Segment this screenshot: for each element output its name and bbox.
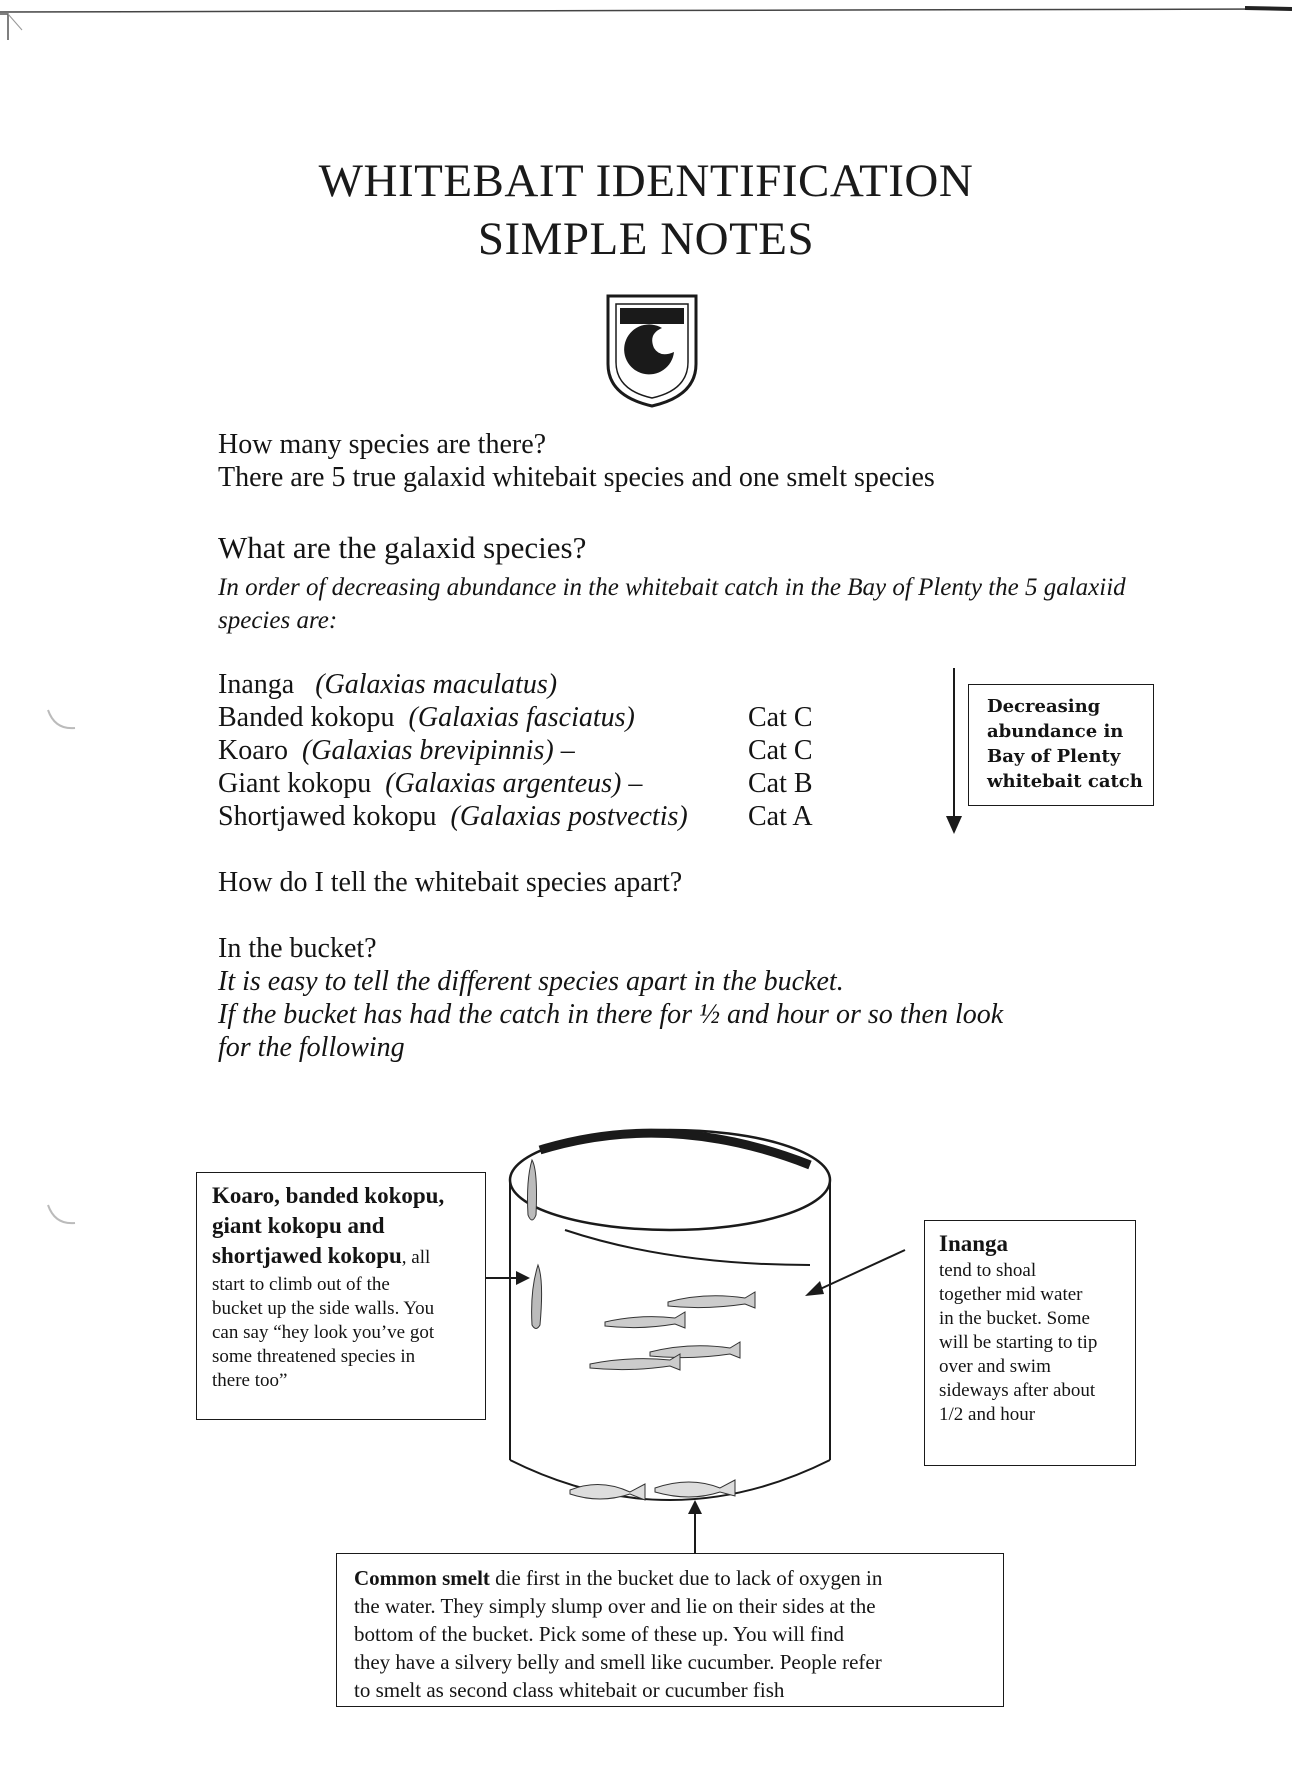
climbers-heading-bold: shortjawed kokopu bbox=[212, 1243, 402, 1268]
climbers-text-line: start to climb out of the bbox=[212, 1274, 390, 1295]
species-latin-name: (Galaxias argenteus) bbox=[385, 768, 622, 799]
inanga-text-line: sideways after about bbox=[939, 1380, 1096, 1401]
department-shield-logo bbox=[604, 292, 700, 410]
smelt-heading: Common smelt bbox=[354, 1566, 490, 1590]
page-title bbox=[0, 152, 1292, 268]
bucket-text-line-2: If the bucket has had the catch in there for ½ and hour or so then look bbox=[218, 999, 1004, 1030]
species-row bbox=[218, 668, 557, 701]
abundance-note-line: Bay of Plenty bbox=[987, 746, 1121, 767]
climbers-note-box bbox=[196, 1172, 486, 1420]
abundance-note-line: whitebait catch bbox=[987, 771, 1143, 792]
inanga-text-line: in the bucket. Some bbox=[939, 1308, 1090, 1329]
species-row bbox=[218, 734, 575, 767]
answer-species-count: There are 5 true galaxid whitebait species and one smelt species bbox=[218, 462, 935, 493]
title-line-1: WHITEBAIT IDENTIFICATION bbox=[318, 155, 974, 207]
smelt-text-line: they have a silvery belly and smell like cucumber. People refer bbox=[354, 1650, 882, 1674]
inanga-heading: Inanga bbox=[939, 1231, 1009, 1256]
bucket-text-line-3: for the following bbox=[218, 1032, 405, 1063]
smelt-text-line bbox=[354, 1564, 1003, 1592]
abundance-note-box bbox=[968, 684, 1154, 806]
climbing-fish-icon bbox=[528, 1160, 542, 1329]
bucket-text-line-1: It is easy to tell the different species apart in the bucket. bbox=[218, 966, 844, 997]
species-row bbox=[218, 767, 642, 800]
question-galaxid-species: What are the galaxid species? bbox=[218, 530, 587, 565]
inanga-text-line: 1/2 and hour bbox=[939, 1404, 1036, 1425]
question-species-count: How many species are there? bbox=[218, 429, 547, 460]
species-category: Cat B bbox=[748, 768, 813, 799]
climbers-text-line: there too” bbox=[212, 1370, 288, 1391]
species-common-name: Shortjawed kokopu bbox=[218, 801, 437, 832]
bucket-illustration bbox=[480, 1120, 860, 1520]
climbers-heading-tail: , all bbox=[401, 1247, 431, 1268]
climbers-heading-line: Koaro, banded kokopu, bbox=[212, 1183, 445, 1208]
species-latin-name: (Galaxias postvectis) bbox=[450, 801, 688, 832]
smelt-text-line: the water. They simply slump over and lie on their sides at the bbox=[354, 1594, 876, 1618]
punch-hole-mark bbox=[48, 710, 75, 728]
question-in-bucket: In the bucket? bbox=[218, 933, 377, 964]
climbers-heading-line bbox=[212, 1241, 485, 1273]
species-suffix: – bbox=[621, 768, 643, 799]
abundance-note-line: abundance in bbox=[987, 721, 1124, 742]
species-latin-name: (Galaxias fasciatus) bbox=[408, 702, 635, 733]
species-common-name: Koaro bbox=[218, 735, 288, 766]
species-category: Cat C bbox=[748, 702, 813, 733]
abundance-note-line: Decreasing bbox=[987, 696, 1101, 717]
climbers-heading-line: giant kokopu and bbox=[212, 1213, 385, 1238]
species-common-name: Giant kokopu bbox=[218, 768, 372, 799]
climbers-text-line: some threatened species in bbox=[212, 1346, 416, 1367]
galaxid-intro-line-1: In order of decreasing abundance in the whitebait catch in the Bay of Plenty the 5 galaxiid bbox=[218, 574, 1126, 601]
arrow-down-icon bbox=[942, 668, 966, 838]
species-row bbox=[218, 701, 635, 734]
species-latin-name: (Galaxias brevipinnis) bbox=[301, 735, 554, 766]
smelt-text-line: to smelt as second class whitebait or cucumber fish bbox=[354, 1678, 785, 1702]
smelt-note-box bbox=[336, 1553, 1004, 1707]
inanga-text-line: will be starting to tip bbox=[939, 1332, 1098, 1353]
species-common-name: Banded kokopu bbox=[218, 702, 395, 733]
punch-hole-mark bbox=[48, 1205, 75, 1223]
species-category: Cat A bbox=[748, 801, 813, 832]
climbers-text-line: can say “hey look you’ve got bbox=[212, 1322, 435, 1343]
species-suffix: – bbox=[553, 735, 575, 766]
title-line-2: SIMPLE NOTES bbox=[477, 213, 815, 265]
species-row bbox=[218, 800, 688, 833]
inanga-text-line: together mid water bbox=[939, 1284, 1083, 1305]
inanga-text-line: over and swim bbox=[939, 1356, 1051, 1377]
inanga-text-line: tend to shoal bbox=[939, 1260, 1037, 1281]
smelt-text-line: bottom of the bucket. Pick some of these up. You will find bbox=[354, 1622, 844, 1646]
smelt-text-rest: die first in the bucket due to lack of oxygen in bbox=[489, 1566, 883, 1590]
species-category: Cat C bbox=[748, 735, 813, 766]
galaxid-intro-line-2: species are: bbox=[218, 607, 338, 634]
species-common-name: Inanga bbox=[218, 669, 295, 700]
climbers-text-line: bucket up the side walls. You bbox=[212, 1298, 435, 1319]
species-latin-name: (Galaxias maculatus) bbox=[315, 669, 558, 700]
question-tell-apart: How do I tell the whitebait species apart? bbox=[218, 867, 683, 898]
inanga-note-box bbox=[924, 1220, 1136, 1466]
inanga-fish-icon bbox=[590, 1292, 755, 1370]
